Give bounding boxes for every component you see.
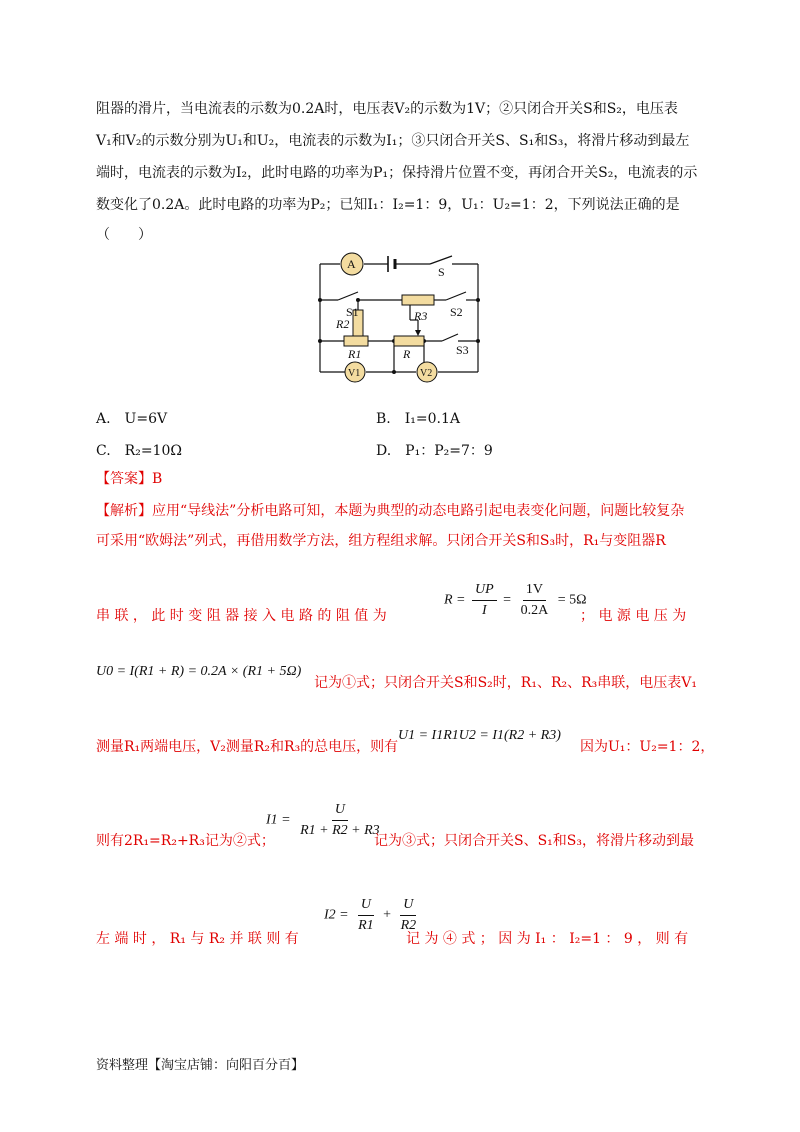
question-line-3: 端时，电流表的示数为I₂，此时电路的功率为P₁；保持滑片位置不变，再闭合开关S₂，电流表的示: [96, 165, 698, 181]
analysis-line-5a: 测量R₁两端电压，V₂测量R₂和R₃的总电压，则有: [96, 739, 399, 755]
question-line-2: V₁和V₂的示数分别为U₁和U₂，电流表的示数为I₁；③只闭合开关S、S₁和S₃，将滑片移动到最左: [96, 133, 690, 149]
fraction-numerator: 1V: [523, 580, 546, 601]
r1-label: R1: [348, 347, 362, 361]
ammeter-label: A: [347, 257, 356, 271]
option-c: C. R₂=10Ω: [96, 443, 182, 459]
switch-s2-label: S2: [450, 305, 463, 319]
analysis-line-4: 记为①式；只闭合开关S和S₂时，R₁、R₂、R₃串联，电压表V₁: [314, 675, 697, 691]
switch-s-label: S: [438, 265, 445, 279]
fraction-numerator: U: [332, 800, 348, 821]
fraction-denominator: R2: [400, 918, 417, 933]
analysis-line-1: 【解析】应用“导线法”分析电路可知，本题为典型的动态电路引起电表变化问题，问题比较复杂: [96, 503, 685, 519]
option-b: B. I₁=0.1A: [376, 411, 460, 427]
r2-label: R2: [336, 317, 350, 331]
question-line-5: （ ）: [96, 227, 152, 243]
formula-u0: U0 = I(R1 + R) = 0.2A × (R1 + 5Ω): [96, 664, 302, 679]
analysis-line-3b: ； 电 源 电 压 为: [580, 608, 687, 624]
formula-i1-lhs: I1 =: [266, 812, 291, 828]
fraction-numerator: U: [358, 895, 374, 916]
r-label: R: [403, 347, 411, 361]
formula-r: [444, 580, 587, 621]
fraction-denominator: R1 + R2 + R3: [300, 823, 380, 838]
analysis-line-7b: 记 为 ④ 式 ； 因 为 I₁ ： I₂=1 ： 9 ， 则 有: [406, 931, 689, 947]
fraction-u-over-sum: [297, 800, 383, 841]
answer-line: 【答案】B: [96, 471, 163, 487]
circuit-diagram: [310, 250, 490, 385]
option-a: A. U=6V: [96, 411, 168, 427]
r3-label: R3: [414, 309, 428, 323]
formula-i2-lhs: I2 =: [324, 907, 349, 923]
v2-label: V2: [420, 368, 433, 379]
fraction-up-over-i: [472, 580, 497, 621]
analysis-line-7a: 左 端 时 ， R₁ 与 R₂ 并 联 则 有: [96, 931, 299, 947]
fraction-1v-over-02a: [518, 580, 552, 621]
analysis-line-5b: 因为U₁：U₂=1：2，: [580, 739, 715, 755]
formula-r-lhs: R =: [444, 592, 466, 608]
formula-u1-u2: U1 = I1R1U2 = I1(R2 + R3): [398, 728, 561, 743]
question-line-1: 阻器的滑片，当电流表的示数为0.2A时，电压表V₂的示数为1V；②只闭合开关S和S₂，电压表: [96, 101, 678, 117]
fraction-numerator: U: [400, 895, 416, 916]
page-footer: 资料整理【淘宝店铺：向阳百分百】: [96, 1058, 305, 1073]
analysis-line-6a: 则有2R₁=R₂+R₃记为②式；: [96, 833, 275, 849]
fraction-u-over-r1: [355, 895, 377, 936]
formula-i1: [266, 800, 386, 841]
option-d: D. P₁：P₂=7：9: [376, 443, 493, 459]
fraction-numerator: UP: [472, 580, 497, 601]
switch-s1-label: S1: [346, 305, 359, 319]
formula-r-equals: =: [503, 592, 512, 608]
fraction-denominator: I: [482, 603, 487, 618]
formula-i2-plus: +: [383, 907, 392, 923]
analysis-line-6b: 记为③式；只闭合开关S、S₁和S₃，将滑片移动到最: [374, 833, 694, 849]
fraction-denominator: R1: [358, 918, 374, 933]
formula-r-result: = 5Ω: [557, 592, 587, 608]
v1-label: V1: [348, 368, 361, 379]
switch-s3-label: S3: [456, 343, 469, 357]
question-line-4: 数变化了0.2A。此时电路的功率为P₂；已知I₁：I₂=1：9，U₁：U₂=1：2，下列说法正确的是: [96, 197, 680, 213]
analysis-line-2: 可采用“欧姆法”列式，再借用数学方法，组方程组求解。只闭合开关S和S₃时，R₁与变阻器R: [96, 533, 666, 549]
fraction-denominator: 0.2A: [520, 603, 549, 618]
analysis-line-3a: 串 联 ， 此 时 变 阻 器 接 入 电 路 的 阻 值 为: [96, 608, 387, 624]
